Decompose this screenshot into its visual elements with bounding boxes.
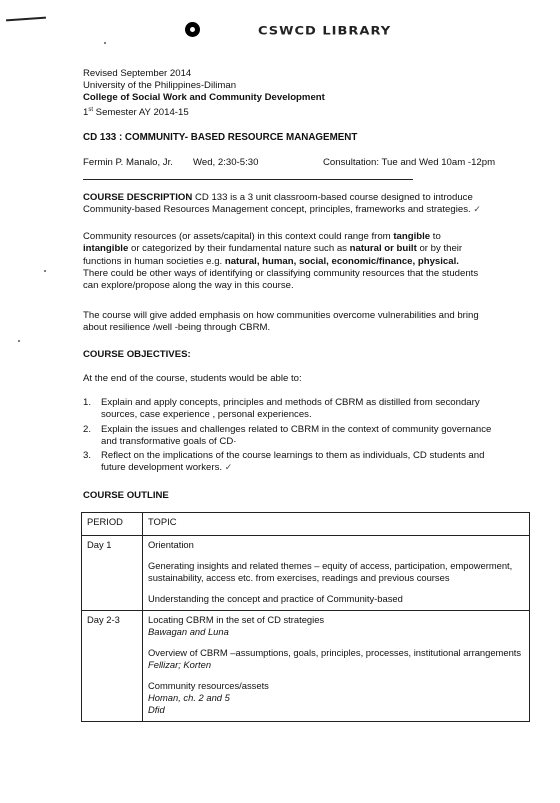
table-row <box>82 611 530 722</box>
library-stamp: CSWCD LIBRARY <box>258 25 392 38</box>
topic-cell <box>143 611 530 722</box>
topic-item: Orientation <box>148 539 194 550</box>
emphasis-paragraph: The course will give added emphasis on how communities overcome vulnerabilities and bring about resilience /well -being through CBRM. <box>83 310 479 334</box>
objectives-intro: At the end of the course, students would be able to: <box>83 373 302 384</box>
college-name: College of Social Work and Community Development <box>83 92 325 103</box>
course-title: CD 133 : COMMUNITY- BASED RESOURCE MANAGEMENT <box>83 132 358 143</box>
topic-item: Understanding the concept and practice of Community-based <box>148 593 403 605</box>
revision-date: Revised September 2014 <box>83 68 192 79</box>
table-row <box>82 536 530 611</box>
scan-speck <box>18 340 20 342</box>
document-header <box>83 68 503 119</box>
consultation-hours: Consultation: Tue and Wed 10am -12pm <box>323 157 496 168</box>
objectives-list <box>83 397 499 477</box>
topic-item: Community resources/assets Homan, ch. 2 and 5 Dfid <box>148 680 524 716</box>
course-description: COURSE DESCRIPTION CD 133 is a 3 unit classroom-based course designed to introduce Community-based Resources Management concept, principles, frameworks and strategies. ✓ <box>83 192 481 216</box>
list-item: 2. Explain the issues and challenges related to CBRM in the context of community governance and transformative goals of CD· <box>83 423 492 447</box>
divider-line <box>83 179 413 180</box>
reading-reference: Bawagan and Luna <box>148 626 229 638</box>
university-name: University of the Philippines-Diliman <box>83 80 237 91</box>
scan-speck <box>44 270 46 272</box>
section-heading-outline: COURSE OUTLINE <box>83 490 169 501</box>
course-outline-table <box>81 512 530 722</box>
table-header-row <box>82 513 530 536</box>
instructor-name: Fermin P. Manalo, Jr. <box>83 157 173 168</box>
column-header-period: PERIOD <box>82 513 143 536</box>
section-heading-objectives: COURSE OBJECTIVES: <box>83 349 191 360</box>
semester-line: 1st Semester AY 2014-15 <box>83 107 189 119</box>
period-cell: Day 1 <box>82 536 143 611</box>
reading-reference: Homan, ch. 2 and 5 <box>148 692 230 704</box>
column-header-topic: TOPIC <box>143 513 530 536</box>
topic-item: Overview of CBRM –assumptions, goals, principles, processes, institutional arrangements Fellizar; Korten <box>148 647 524 671</box>
scan-mark <box>6 17 46 22</box>
community-resources-paragraph: Community resources (or assets/capital) in this context could range from tangible to intangible or categorized by their fundamental nature such as natural or built or by their functions in human societies e.g. natural, human, social, economic/finance, physical. There could be other ways of identifying or classifying community resources that the students can explore/propose along the way in this course. <box>83 231 479 292</box>
class-schedule: Wed, 2:30-5:30 <box>193 157 259 168</box>
topic-item: Generating insights and related themes – equity of access, participation, empowerment, sustainability, access etc. from exercises, readings and previous courses <box>148 560 513 584</box>
topic-cell <box>143 536 530 611</box>
section-heading-description: COURSE DESCRIPTION <box>83 192 193 203</box>
list-item: 3. Reflect on the implications of the course learnings to them as individuals, CD students and future development workers. ✓ <box>83 450 485 474</box>
reading-reference: Fellizar; Korten <box>148 659 212 671</box>
reading-reference: Dfid <box>148 704 165 716</box>
list-item: 1. Explain and apply concepts, principles and methods of CBRM as distilled from secondary sources, case experience , personal experiences. <box>83 397 480 421</box>
period-cell: Day 2-3 <box>82 611 143 722</box>
topic-item: Locating CBRM in the set of CD strategies Bawagan and Luna <box>148 614 524 638</box>
scan-speck <box>104 42 106 44</box>
punch-hole-mark <box>185 22 200 37</box>
